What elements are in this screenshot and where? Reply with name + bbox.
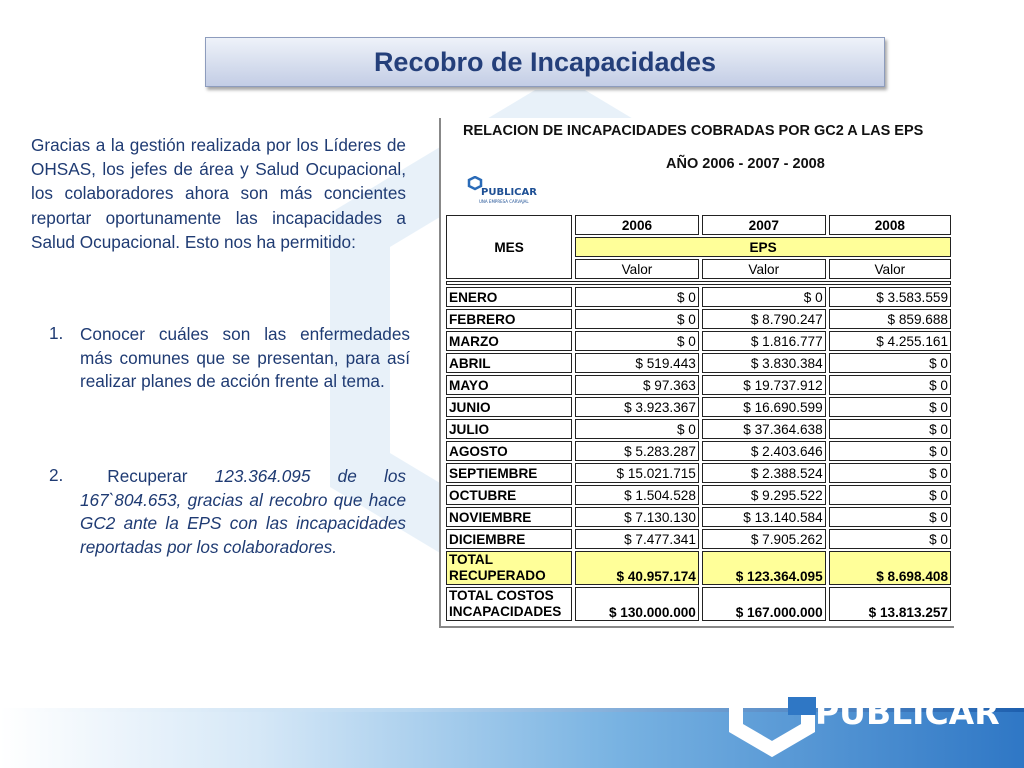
publicar-logo-text: PUBLICAR	[815, 693, 1000, 732]
month-rows	[446, 287, 951, 549]
value-cell-2008: $ 3.583.559	[829, 287, 951, 307]
month-cell: FEBRERO	[446, 309, 572, 329]
value-cell-2008: $ 0	[829, 529, 951, 549]
total-costos-label: TOTAL COSTOS INCAPACIDADES	[446, 587, 572, 621]
publicar-logo-icon	[728, 655, 816, 757]
list-item-2	[80, 465, 406, 559]
value-cell-2006: $ 0	[575, 287, 699, 307]
value-cell-2006: $ 15.021.715	[575, 463, 699, 483]
year-header-2007: 2007	[702, 215, 826, 235]
total-recuperado-row	[446, 551, 951, 585]
month-row	[446, 397, 951, 417]
value-cell-2008: $ 0	[829, 397, 951, 417]
value-cell-2006: $ 0	[575, 309, 699, 329]
month-cell: DICIEMBRE	[446, 529, 572, 549]
value-cell-2006: $ 7.130.130	[575, 507, 699, 527]
valor-header-2008: Valor	[829, 259, 951, 279]
value-cell-2007: $ 2.388.524	[702, 463, 826, 483]
month-cell: MAYO	[446, 375, 572, 395]
value-cell-2007: $ 2.403.646	[702, 441, 826, 461]
list-item-2-lead: Recuperar	[107, 466, 188, 486]
value-cell-2006: $ 0	[575, 331, 699, 351]
value-cell-2007: $ 13.140.584	[702, 507, 826, 527]
month-cell: MARZO	[446, 331, 572, 351]
month-row	[446, 419, 951, 439]
sheet-title: RELACION DE INCAPACIDADES COBRADAS POR GC2 A LAS EPS	[463, 123, 924, 139]
total-recuperado-2007: $ 123.364.095	[702, 551, 826, 585]
value-cell-2007: $ 0	[702, 287, 826, 307]
month-cell: ENERO	[446, 287, 572, 307]
total-recuperado-2006: $ 40.957.174	[575, 551, 699, 585]
month-row	[446, 485, 951, 505]
value-cell-2007: $ 9.295.522	[702, 485, 826, 505]
list-item-2-text: 123.364.095 de los 167`804.653, gracias al recobro que hace GC2 ante la EPS con las incapacidades reportadas por los colaboradores.	[80, 466, 407, 557]
total-recuperado-label: TOTAL RECUPERADO	[446, 551, 572, 585]
total-costos-2008: $ 13.813.257	[829, 587, 951, 621]
value-cell-2008: $ 0	[829, 353, 951, 373]
value-cell-2006: $ 0	[575, 419, 699, 439]
intro-paragraph: Gracias a la gestión realizada por los Líderes de OHSAS, los jefes de área y Salud Ocupacional, los colaboradores ahora son más concientes reportar oportunamente las incapacidades a Salud Ocupacional. Esto nos ha permitido:	[31, 135, 406, 252]
value-cell-2006: $ 3.923.367	[575, 397, 699, 417]
value-cell-2008: $ 0	[829, 375, 951, 395]
month-cell: OCTUBRE	[446, 485, 572, 505]
month-row	[446, 331, 951, 351]
valor-header-2007: Valor	[702, 259, 826, 279]
title-banner	[205, 37, 885, 87]
mini-logo-subtext: UNA EMPRESA CARVAJAL	[479, 199, 529, 204]
value-cell-2008: $ 0	[829, 463, 951, 483]
value-cell-2008: $ 0	[829, 485, 951, 505]
eps-header: EPS	[575, 237, 951, 257]
sheet-subtitle: AÑO 2006 - 2007 - 2008	[666, 156, 825, 172]
value-cell-2007: $ 16.690.599	[702, 397, 826, 417]
value-cell-2007: $ 19.737.912	[702, 375, 826, 395]
month-row	[446, 353, 951, 373]
month-row	[446, 529, 951, 549]
month-cell: SEPTIEMBRE	[446, 463, 572, 483]
value-cell-2006: $ 1.504.528	[575, 485, 699, 505]
publicar-small-logo	[461, 176, 541, 206]
value-cell-2007: $ 3.830.384	[702, 353, 826, 373]
month-row	[446, 375, 951, 395]
total-costos-2006: $ 130.000.000	[575, 587, 699, 621]
total-costos-row	[446, 587, 951, 621]
value-cell-2006: $ 7.477.341	[575, 529, 699, 549]
month-row	[446, 441, 951, 461]
value-cell-2007: $ 8.790.247	[702, 309, 826, 329]
list-item-1: Conocer cuáles son las enfermedades más comunes que se presentan, para así realizar planes de acción frente al tema.	[80, 324, 410, 392]
value-cell-2006: $ 519.443	[575, 353, 699, 373]
total-costos-2007: $ 167.000.000	[702, 587, 826, 621]
year-header-2006: 2006	[575, 215, 699, 235]
month-cell: JULIO	[446, 419, 572, 439]
month-row	[446, 507, 951, 527]
total-recuperado-2008: $ 8.698.408	[829, 551, 951, 585]
month-cell: ABRIL	[446, 353, 572, 373]
incapacidades-table-image	[439, 118, 954, 628]
month-cell: JUNIO	[446, 397, 572, 417]
value-cell-2008: $ 0	[829, 441, 951, 461]
value-cell-2008: $ 4.255.161	[829, 331, 951, 351]
list-number-2: 2.	[49, 465, 64, 485]
spacer-row	[446, 281, 951, 285]
mes-header: MES	[446, 215, 572, 279]
value-cell-2008: $ 0	[829, 419, 951, 439]
month-cell: NOVIEMBRE	[446, 507, 572, 527]
month-row	[446, 463, 951, 483]
value-cell-2006: $ 97.363	[575, 375, 699, 395]
value-cell-2008: $ 0	[829, 507, 951, 527]
value-cell-2006: $ 5.283.287	[575, 441, 699, 461]
value-cell-2007: $ 1.816.777	[702, 331, 826, 351]
mini-logo-text: PUBLICAR	[481, 187, 537, 198]
year-header-2008: 2008	[829, 215, 951, 235]
valor-header-2006: Valor	[575, 259, 699, 279]
value-cell-2007: $ 37.364.638	[702, 419, 826, 439]
value-cell-2008: $ 859.688	[829, 309, 951, 329]
year-row	[446, 215, 951, 235]
value-cell-2007: $ 7.905.262	[702, 529, 826, 549]
month-row	[446, 287, 951, 307]
incapacidades-table	[443, 213, 954, 623]
slide-title: Recobro de Incapacidades	[373, 46, 717, 77]
list-number-1: 1.	[49, 323, 64, 343]
month-cell: AGOSTO	[446, 441, 572, 461]
month-row	[446, 309, 951, 329]
